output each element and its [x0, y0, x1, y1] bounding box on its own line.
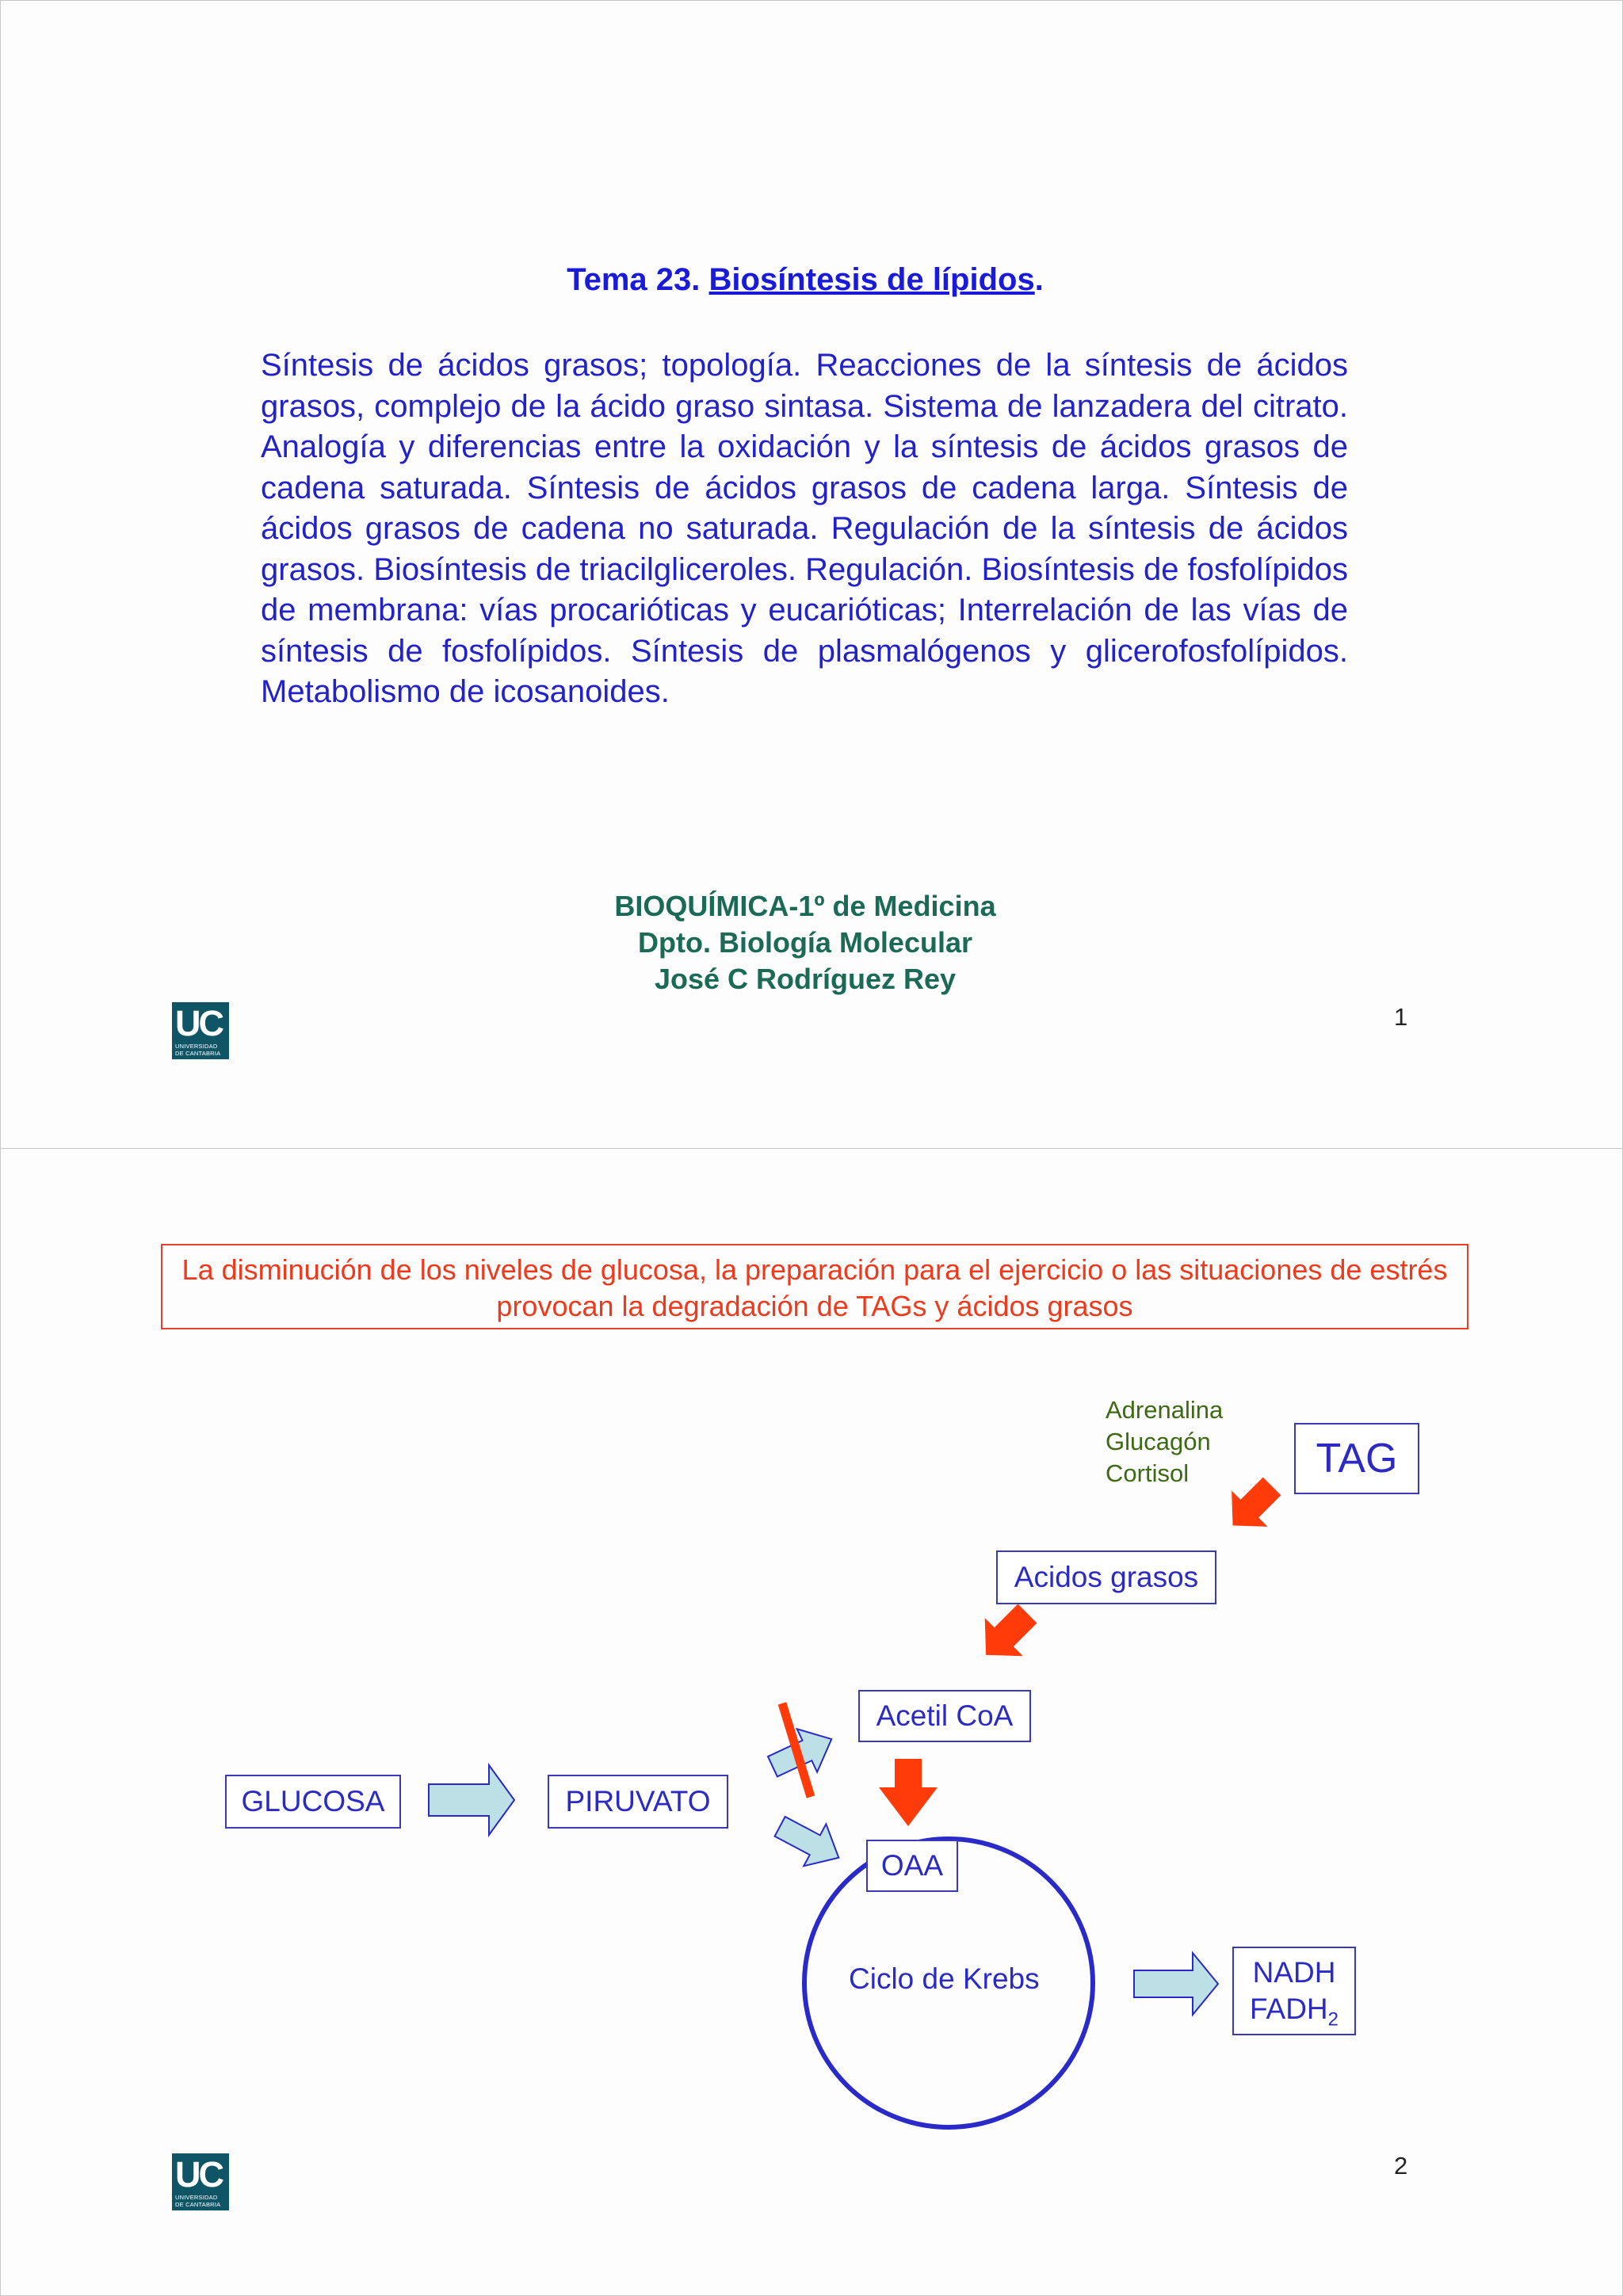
hormone-item: Cortisol [1106, 1459, 1190, 1487]
arrow-acetyl-coa-to-oaa [879, 1759, 938, 1826]
box-pyruvate: PIRUVATO [548, 1775, 728, 1829]
hormone-item: Adrenalina [1106, 1396, 1224, 1424]
box-acetyl-coa: Acetil CoA [858, 1690, 1031, 1742]
logo-caption-line-1: UNIVERSIDAD [175, 1043, 218, 1050]
logo-caption [175, 1043, 220, 1057]
box-tag: TAG [1294, 1423, 1419, 1494]
university-logo [172, 1002, 229, 1059]
pathway-diagram [1, 1149, 1622, 2295]
fadh2-label [1234, 1991, 1354, 2038]
title-suffix: . [1034, 262, 1044, 297]
banner-box: La disminución de los niveles de glucosa, la preparación para el ejercicio o las situaciones de estrés provocan la degradación de TAGs y ácidos grasos [161, 1244, 1468, 1329]
arrow-glucose-to-pyruvate [429, 1765, 514, 1835]
logo-caption-line-2: DE CANTABRIA [175, 1049, 221, 1057]
box-fatty-acids: Acidos grasos [996, 1550, 1216, 1604]
logo-caption [175, 2195, 220, 2208]
box-nadh-fadh2 [1232, 1947, 1356, 2035]
fadh-label: FADH [1249, 1993, 1328, 2025]
logo-letters: UC [175, 2154, 222, 2195]
fadh-subscript: 2 [1327, 2008, 1339, 2031]
page-number: 2 [1394, 2152, 1408, 2180]
logo-caption-line-2: DE CANTABRIA [175, 2200, 221, 2208]
course-info [1, 888, 1610, 997]
arrow-pyruvate-to-oaa [769, 1806, 850, 1878]
title-link[interactable]: Biosíntesis de lípidos [708, 262, 1035, 297]
page-number: 1 [1394, 1003, 1408, 1031]
nadh-label: NADH [1252, 1956, 1336, 1989]
krebs-cycle-label: Ciclo de Krebs [849, 1962, 1040, 1995]
logo-letters: UC [175, 1003, 222, 1043]
university-logo [172, 2153, 229, 2210]
hormone-item: Glucagón [1106, 1428, 1211, 1455]
box-oaa: OAA [866, 1840, 958, 1892]
slide-title [1, 262, 1610, 298]
slide-2 [0, 1148, 1623, 2296]
topic-description: Síntesis de ácidos grasos; topología. Reacciones de la síntesis de ácidos grasos, complejo de la ácido graso sintasa. Sistema de lanzadera del citrato. Analogía y diferencias entre la oxidación y la síntesis de ácidos grasos de cadena saturada. Síntesis de ácidos grasos de cadena larga. Síntesis de ácidos grasos de cadena no saturada. Regulación de la síntesis de ácidos grasos. Biosíntesis de triacilgliceroles. Regulación. Biosíntesis de fosfolípidos de membrana: vías procarióticas y eucarióticas; Interrelación de las vías de síntesis de fosfolípidos. Síntesis de plasmalógenos y glicerofosfolípidos. Metabolismo de icosanoides. [261, 348, 1348, 709]
box-glucose: GLUCOSA [225, 1775, 401, 1829]
arrow-tag-to-fatty-acids [1215, 1468, 1290, 1543]
course-line-3: José C Rodríguez Rey [654, 963, 957, 995]
course-line-1: BIOQUÍMICA-1º de Medicina [614, 890, 996, 922]
logo-caption-line-1: UNIVERSIDAD [175, 2194, 218, 2201]
arrow-krebs-to-nadh [1134, 1953, 1218, 2015]
arrow-fatty-acids-to-acetyl-coa [967, 1595, 1046, 1674]
course-line-2: Dpto. Biología Molecular [637, 926, 972, 959]
title-prefix: Tema 23. [567, 262, 701, 297]
